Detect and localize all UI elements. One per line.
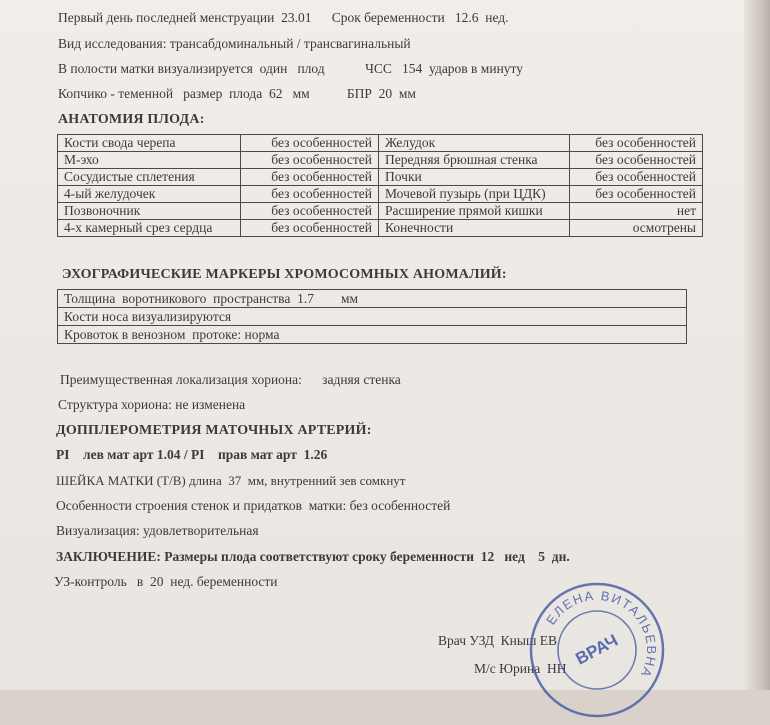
anatomy-right-name: Мочевой пузырь (при ЦДК) bbox=[379, 186, 570, 203]
paper-edge-shadow bbox=[744, 0, 770, 690]
anatomy-right-name: Желудок bbox=[379, 135, 570, 152]
doppler-values: PI лев мат арт 1.04 / PI прав мат арт 1.26 bbox=[56, 447, 328, 462]
visualization-line: Визуализация: удовлетворительная bbox=[56, 523, 259, 538]
markers-table bbox=[57, 289, 687, 344]
table-row bbox=[58, 290, 687, 308]
anatomy-left-name: Сосудистые сплетения bbox=[58, 169, 241, 186]
anatomy-left-value: без особенностей bbox=[241, 220, 379, 237]
table-row bbox=[58, 135, 703, 152]
conclusion-text: Размеры плода соответствуют сроку беременности 12 нед 5 дн. bbox=[160, 549, 570, 564]
anatomy-right-value: без особенностей bbox=[570, 152, 703, 169]
anatomy-left-name: 4-х камерный срез сердца bbox=[58, 220, 241, 237]
conclusion-line bbox=[56, 549, 570, 565]
anatomy-right-value: нет bbox=[570, 203, 703, 220]
anatomy-right-value: осмотрены bbox=[570, 220, 703, 237]
anatomy-left-value: без особенностей bbox=[241, 135, 379, 152]
marker-nasal-bone: Кости носа визуализируются bbox=[58, 308, 687, 326]
anatomy-right-name: Конечности bbox=[379, 220, 570, 237]
anatomy-left-value: без особенностей bbox=[241, 186, 379, 203]
anatomy-right-name: Расширение прямой кишки bbox=[379, 203, 570, 220]
table-row bbox=[58, 186, 703, 203]
walls-line: Особенности строения стенок и придатков матки: без особенностей bbox=[56, 498, 451, 513]
anatomy-right-value: без особенностей bbox=[570, 169, 703, 186]
anatomy-left-name: М-эхо bbox=[58, 152, 241, 169]
table-row bbox=[58, 326, 687, 344]
table-row bbox=[58, 308, 687, 326]
anatomy-left-name: Позвоночник bbox=[58, 203, 241, 220]
doctor-signature: Врач УЗД Кныш ЕВ bbox=[438, 633, 557, 648]
exam-type-line: Вид исследования: трансабдоминальный / трансвагинальный bbox=[58, 36, 411, 51]
anatomy-table bbox=[57, 134, 703, 237]
anatomy-heading: АНАТОМИЯ ПЛОДА: bbox=[58, 112, 205, 127]
anatomy-left-name: Кости свода черепа bbox=[58, 135, 241, 152]
control-line: УЗ-контроль в 20 нед. беременности bbox=[54, 574, 278, 589]
anatomy-right-name: Почки bbox=[379, 169, 570, 186]
anatomy-right-value: без особенностей bbox=[570, 186, 703, 203]
conclusion-label: ЗАКЛЮЧЕНИЕ: bbox=[56, 549, 161, 564]
nurse-signature: М/с Юрина НН bbox=[474, 661, 567, 676]
fetus-line: В полости матки визуализируется один плод ЧСС 154 ударов в минуту bbox=[58, 61, 524, 76]
table-row bbox=[58, 169, 703, 186]
anatomy-left-value: без особенностей bbox=[241, 152, 379, 169]
crl-line: Копчико - теменной размер плода 62 мм БПР 20 мм bbox=[58, 86, 416, 101]
lmp-line: Первый день последней менструации 23.01 Срок беременности 12.6 нед. bbox=[58, 10, 509, 25]
chorion-structure: Структура хориона: не изменена bbox=[58, 397, 246, 412]
markers-heading: ЭХОГРАФИЧЕСКИЕ МАРКЕРЫ ХРОМОСОМНЫХ АНОМАЛИЙ: bbox=[62, 267, 507, 282]
doppler-heading: ДОППЛЕРОМЕТРИЯ МАТОЧНЫХ АРТЕРИЙ: bbox=[56, 423, 372, 438]
anatomy-left-value: без особенностей bbox=[241, 169, 379, 186]
marker-nuchal: Толщина воротникового пространства 1.7 мм bbox=[58, 290, 687, 308]
table-row bbox=[58, 152, 703, 169]
anatomy-right-value: без особенностей bbox=[570, 135, 703, 152]
stamp-ring-text: ЕЛЕНА ВИТАЛЬЕВНА bbox=[543, 587, 660, 681]
cervix-line: ШЕЙКА МАТКИ (Т/В) длина 37 мм, внутренний зев сомкнут bbox=[56, 473, 406, 488]
anatomy-right-name: Передняя брюшная стенка bbox=[379, 152, 570, 169]
stamp-center-text: ВРАЧ bbox=[572, 630, 622, 669]
table-row bbox=[58, 203, 703, 220]
table-row bbox=[58, 220, 703, 237]
anatomy-left-name: 4-ый желудочек bbox=[58, 186, 241, 203]
anatomy-left-value: без особенностей bbox=[241, 203, 379, 220]
marker-ductus: Кровоток в венозном протоке: норма bbox=[58, 326, 687, 344]
chorion-location: Преимущественная локализация хориона: задняя стенка bbox=[60, 372, 401, 387]
doctor-stamp bbox=[522, 575, 672, 725]
